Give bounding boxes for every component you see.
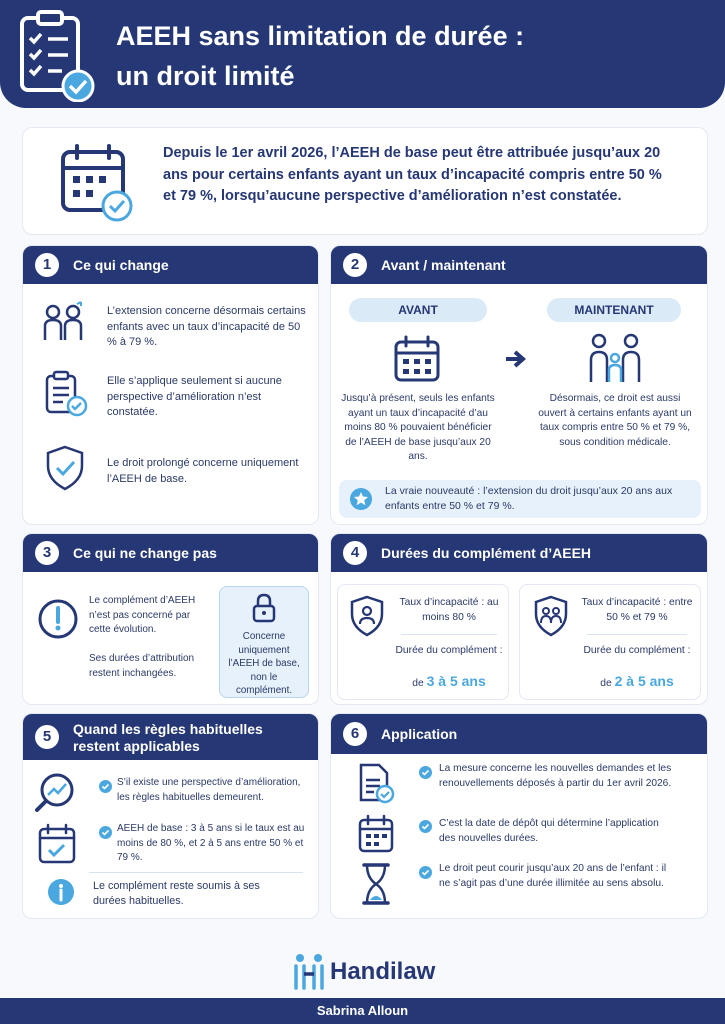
brand-logo bbox=[292, 950, 462, 992]
prefix: de bbox=[600, 678, 612, 689]
s6-item-1: La mesure concerne les nouvelles demandes et les renouvellements déposés à partir du 1er avril 2026. bbox=[439, 763, 672, 789]
avant-text: Jusqu’à présent, seuls les enfants ayant un taux d’incapacité d’au moins 80 % pouvaient bénéficier de l’AEEH de base jusqu’aux 20 ans. bbox=[341, 393, 495, 462]
clipboard-check-icon bbox=[43, 370, 89, 418]
maintenant-text: Désormais, ce droit est aussi ouvert à certains enfants ayant un taux compris entre 50 % et 79 %, sous condition médicale. bbox=[538, 393, 692, 448]
family-icon bbox=[585, 332, 645, 386]
duration-value: 3 à 5 ans bbox=[426, 673, 486, 689]
calendar-icon bbox=[393, 334, 441, 384]
section-durees-complement bbox=[330, 533, 708, 705]
s4-right-duration bbox=[579, 674, 695, 692]
calendar-icon bbox=[357, 814, 395, 854]
title-line-1: AEEH sans limitation de durée : bbox=[116, 21, 525, 51]
intro-box bbox=[22, 127, 708, 235]
calendar-check-icon bbox=[37, 822, 77, 866]
s5-note: Le complément reste soumis à ses durées habituelles. bbox=[93, 880, 260, 907]
s1-item-3: Le droit prolongé concerne uniquement l’AEEH de base. bbox=[107, 457, 299, 485]
s5-item-1: S’il existe une perspective d’amélioration, les règles habituelles demeurent. bbox=[117, 777, 301, 803]
shield-person-icon bbox=[347, 594, 387, 638]
info-icon bbox=[47, 878, 75, 906]
section-number: 6 bbox=[343, 722, 367, 746]
s1-item-1: L’extension concerne désormais certains enfants avec un taux d’incapacité de 50 % à 79 %. bbox=[107, 305, 306, 348]
divider bbox=[401, 634, 497, 635]
s5-item-2: AEEH de base : 3 à 5 ans si le taux est au moins de 80 %, et 2 à 5 ans entre 50 % et 79 %. bbox=[117, 823, 305, 863]
s4-left-duration-label: Durée du complément : bbox=[395, 645, 503, 656]
section-number: 1 bbox=[35, 253, 59, 277]
lock-icon bbox=[251, 592, 277, 624]
shield-check-icon bbox=[43, 444, 87, 492]
s3-text-1: Le complément d’AEEH n’est pas concerné par cette évolution. bbox=[89, 595, 196, 635]
intro-text: Depuis le 1er avril 2026, l’AEEH de base peut être attribuée jusqu’aux 20 ans pour certains enfants ayant un taux d’incapacité compris entre 50 % et 79 %, lorsqu’aucune perspective d’amélioration n’est constatée. bbox=[163, 145, 662, 204]
maintenant-label: MAINTENANT bbox=[547, 298, 681, 322]
section-title: Ce qui ne change pas bbox=[73, 545, 217, 561]
section-number: 5 bbox=[35, 725, 59, 749]
children-icon bbox=[41, 300, 87, 348]
title-line-1: Quand les règles habituelles bbox=[73, 721, 263, 737]
section-number: 4 bbox=[343, 541, 367, 565]
brand-name: Handilaw bbox=[330, 958, 436, 985]
section-title bbox=[73, 721, 263, 755]
hourglass-icon bbox=[361, 862, 391, 906]
calendar-check-icon bbox=[59, 140, 135, 226]
arrow-right-icon bbox=[505, 350, 527, 368]
footer-author: Sabrina Alloun bbox=[0, 998, 725, 1024]
check-circle-icon bbox=[99, 826, 112, 839]
section-regles-habituelles bbox=[22, 713, 319, 919]
avant-label: AVANT bbox=[349, 298, 487, 322]
page-title bbox=[116, 16, 676, 96]
s4-left-rate: Taux d’incapacité : au moins 80 % bbox=[399, 597, 499, 623]
s4-right-duration-label: Durée du complément : bbox=[583, 645, 691, 656]
check-circle-icon bbox=[99, 780, 112, 793]
check-circle-icon bbox=[419, 766, 432, 779]
checklist-icon bbox=[18, 8, 96, 102]
check-circle-icon bbox=[419, 866, 432, 879]
prefix: de bbox=[412, 678, 424, 689]
divider bbox=[587, 634, 687, 635]
section-header bbox=[23, 246, 318, 284]
check-circle-icon bbox=[419, 820, 432, 833]
divider bbox=[89, 872, 303, 873]
section-number: 3 bbox=[35, 541, 59, 565]
s1-item-2: Elle s’applique seulement si aucune perspective d’amélioration n’est constatée. bbox=[107, 375, 282, 418]
shield-family-icon bbox=[531, 594, 571, 638]
magnifier-chart-icon bbox=[33, 770, 79, 816]
section-ce-qui-ne-change-pas bbox=[22, 533, 319, 705]
s4-left-duration bbox=[395, 674, 503, 692]
section-ce-qui-change bbox=[22, 245, 319, 525]
section-application bbox=[330, 713, 708, 919]
document-check-icon bbox=[357, 762, 395, 804]
title-line-2: restent applicables bbox=[73, 738, 200, 754]
section-title: Durées du complément d’AEEH bbox=[381, 545, 592, 561]
star-icon bbox=[349, 487, 373, 511]
section-avant-maintenant bbox=[330, 245, 708, 525]
title-line-2: un droit limité bbox=[116, 61, 295, 91]
s4-right-rate: Taux d’incapacité : entre 50 % et 79 % bbox=[581, 597, 693, 623]
s6-item-3: Le droit peut courir jusqu’aux 20 ans de l’enfant : il ne s’agit pas d’une durée illimitée au sens absolu. bbox=[439, 863, 667, 889]
page-header bbox=[0, 0, 725, 108]
s3-box-text: Concerne uniquement l’AEEH de base, non le complément. bbox=[228, 631, 300, 696]
handilaw-logo-icon bbox=[292, 952, 326, 990]
section-title: Avant / maintenant bbox=[381, 257, 506, 273]
section-title: Application bbox=[381, 726, 458, 742]
s3-text-2: Ses durées d’attribution restent inchangées. bbox=[89, 653, 195, 679]
exclamation-icon bbox=[37, 598, 79, 640]
s6-item-2: C’est la date de dépôt qui détermine l’application des nouvelles durées. bbox=[439, 818, 659, 844]
section-title: Ce qui change bbox=[73, 257, 169, 273]
duration-value: 2 à 5 ans bbox=[614, 673, 674, 689]
section-number: 2 bbox=[343, 253, 367, 277]
nouveaute-text: La vraie nouveauté : l’extension du droit jusqu’aux 20 ans aux enfants entre 50 % et 79 %. bbox=[385, 485, 673, 512]
